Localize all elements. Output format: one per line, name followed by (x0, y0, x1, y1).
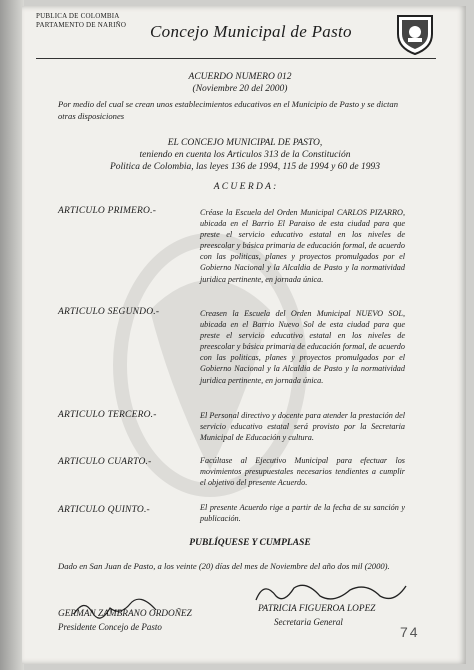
preamble-line-2: Politica de Colombia, las leyes 136 de 1994, 115 de 1994 y 60 de 1993 (109, 162, 380, 172)
article-4-text: Facúltase al Ejecutivo Municipal para efectuar los movimientos presupuestales necesarios tendientes a cumplir el objetivo del presente Acuerdo. (200, 456, 405, 488)
binding-edge (0, 0, 24, 670)
publish-heading: PUBLÍQUESE Y CUMPLASE (189, 538, 311, 548)
article-2-text: Creasen la Escuela del Orden Municipal NUEVO SOL, ubicada en el Barrio Nuevo Sol de esta ciudad para que preste el servicio educativo estatal en los niveles de preescolar y básica primaria de educación formal, de acuerdo con las politicas, planes y proyectos promulgados por el Gobierno Nacional y la Alcaldia de Pasto y la normatividad juridica pertinente, en jornada única. (200, 309, 405, 385)
header-issuer (36, 12, 126, 30)
acuerda-heading: A C U E R D A : (213, 182, 277, 192)
article-2-label: ARTICULO SEGUNDO.- (58, 307, 160, 317)
article-3-label: ARTICULO TERCERO.- (58, 410, 157, 420)
signer-right-role: Secretaria General (274, 617, 343, 627)
article-1-label: ARTICULO PRIMERO.- (58, 206, 157, 216)
page-number: 74 (400, 624, 420, 640)
preamble-line-1: teniendo en cuenta los Articulos 313 de la Constitución (139, 150, 351, 160)
article-1-text: Créase la Escuela del Orden Municipal CARLOS PIZARRO, ubicada en el Barrio El Paraiso de esta ciudad para que preste el servicio educativo estatal en los niveles de preescolar y básica primaria de educación formal, de acuerdo con las politicas, planes y proyectos promulgados por el Gobierno Nacional y la Alcaldia de Pasto y la normatividad juridica pertinente, en jornada única. (200, 208, 405, 284)
given-statement: Dado en San Juan de Pasto, a los veinte (20) días del mes de Noviembre del año dos mil (2000). (58, 561, 390, 571)
signer-left-role: Presidente Concejo de Pasto (58, 622, 162, 632)
article-3-text: El Personal directivo y docente para atender la prestación del servicio educativo estatal será provisto por la Secretaria Municipal de Educación y cultura. (200, 411, 405, 443)
signer-right-name: PATRICIA FIGUEROA LOPEZ (258, 604, 376, 614)
agreement-purpose: Por medio del cual se crean unos establecimientos educativos en el Municipio de Pasto y se dictan otras disposiciones (58, 99, 399, 121)
header-title: Concejo Municipal de Pasto (150, 22, 352, 41)
article-5-label: ARTICULO QUINTO.- (58, 505, 150, 515)
article-4-label: ARTICULO CUARTO.- (58, 457, 152, 467)
article-5-text: El presente Acuerdo rige a partir de la fecha de su sanción y publicación. (200, 503, 405, 524)
agreement-number: ACUERDO NUMERO 012 (188, 72, 292, 82)
coat-of-arms-icon (394, 12, 436, 56)
signer-left-name: GERMAN ZAMBRANO ORDOÑEZ (58, 609, 192, 619)
header-rule (36, 58, 436, 59)
agreement-date: (Noviembre 20 del 2000) (192, 84, 288, 94)
header-country: PUBLICA DE COLOMBIA (36, 12, 120, 20)
header-department: PARTAMENTO DE NARIÑO (36, 21, 127, 29)
authority: EL CONCEJO MUNICIPAL DE PASTO, (167, 138, 323, 148)
